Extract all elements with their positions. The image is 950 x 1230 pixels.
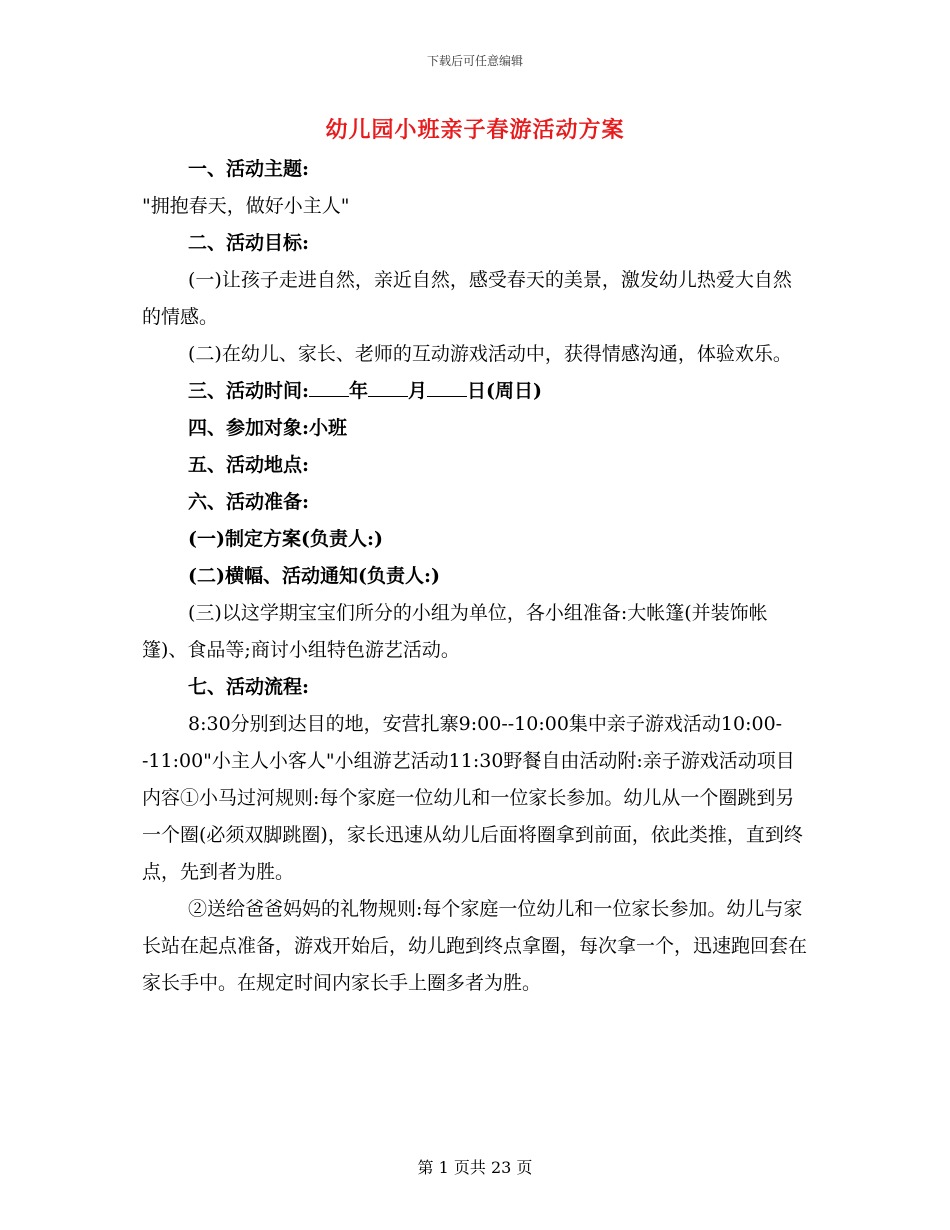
section-3-month: 月 bbox=[408, 380, 428, 402]
section-2-paragraph-1: (一)让孩子走进自然，亲近自然，感受春天的美景，激发幼儿热爱大自然的情感。 bbox=[142, 269, 792, 328]
section-3-day: 日(周日) bbox=[467, 380, 543, 402]
section-3-heading bbox=[142, 373, 807, 410]
month-blank bbox=[368, 374, 408, 397]
page-header: 下载后可任意编辑 bbox=[426, 54, 523, 68]
section-6-item-3: (三)以这学期宝宝们所分的小组为单位，各小组准备:大帐篷(并装饰帐篷)、食品等;商讨小组特色游艺活动。 bbox=[142, 602, 768, 661]
section-1-heading: 一、活动主题: bbox=[188, 158, 310, 180]
section-4-heading: 四、参加对象:小班 bbox=[188, 417, 348, 439]
section-1-text: "拥抱春天，做好小主人" bbox=[142, 195, 350, 217]
section-7-paragraph-2: ②送给爸爸妈妈的礼物规则:每个家庭一位幼儿和一位家长参加。幼儿与家长站在起点准备，游戏开始后，幼儿跑到终点拿圈，每次拿一个，迅速跑回套在家长手中。在规定时间内家长手上圈多者为胜。 bbox=[142, 898, 808, 994]
day-blank bbox=[427, 374, 467, 397]
section-6-item-2: (二)横幅、活动通知(负责人:) bbox=[188, 565, 440, 587]
section-6-item-1: (一)制定方案(负责人:) bbox=[188, 528, 383, 550]
section-7-paragraph-1: 8:30分别到达目的地，安营扎寨9:00--10:00集中亲子游戏活动10:00--11:00"小主人小客人"小组游艺活动11:30野餐自由活动附:亲子游戏活动项目内容①小马过河规则:每个家庭一位幼儿和一位家长参加。幼儿从一个圈跳到另一个圈(必须双脚跳圈)，家长迅速从幼儿后面将圈拿到前面，依此类推，直到终点，先到者为胜。 bbox=[142, 713, 803, 883]
section-2-paragraph-2: (二)在幼儿、家长、老师的互动游戏活动中，获得情感沟通，体验欢乐。 bbox=[188, 343, 792, 365]
section-2-heading: 二、活动目标: bbox=[188, 232, 310, 254]
section-5-heading: 五、活动地点: bbox=[188, 454, 310, 476]
section-7-heading: 七、活动流程: bbox=[188, 676, 310, 698]
section-3-year: 年 bbox=[349, 380, 369, 402]
year-blank bbox=[309, 374, 349, 397]
page-footer: 第 1 页共 23 页 bbox=[417, 1158, 533, 1177]
section-3-prefix: 三、活动时间: bbox=[188, 380, 310, 402]
document-body bbox=[142, 151, 807, 1002]
document-title: 幼儿园小班亲子春游活动方案 bbox=[325, 117, 625, 143]
section-6-heading: 六、活动准备: bbox=[188, 491, 310, 513]
